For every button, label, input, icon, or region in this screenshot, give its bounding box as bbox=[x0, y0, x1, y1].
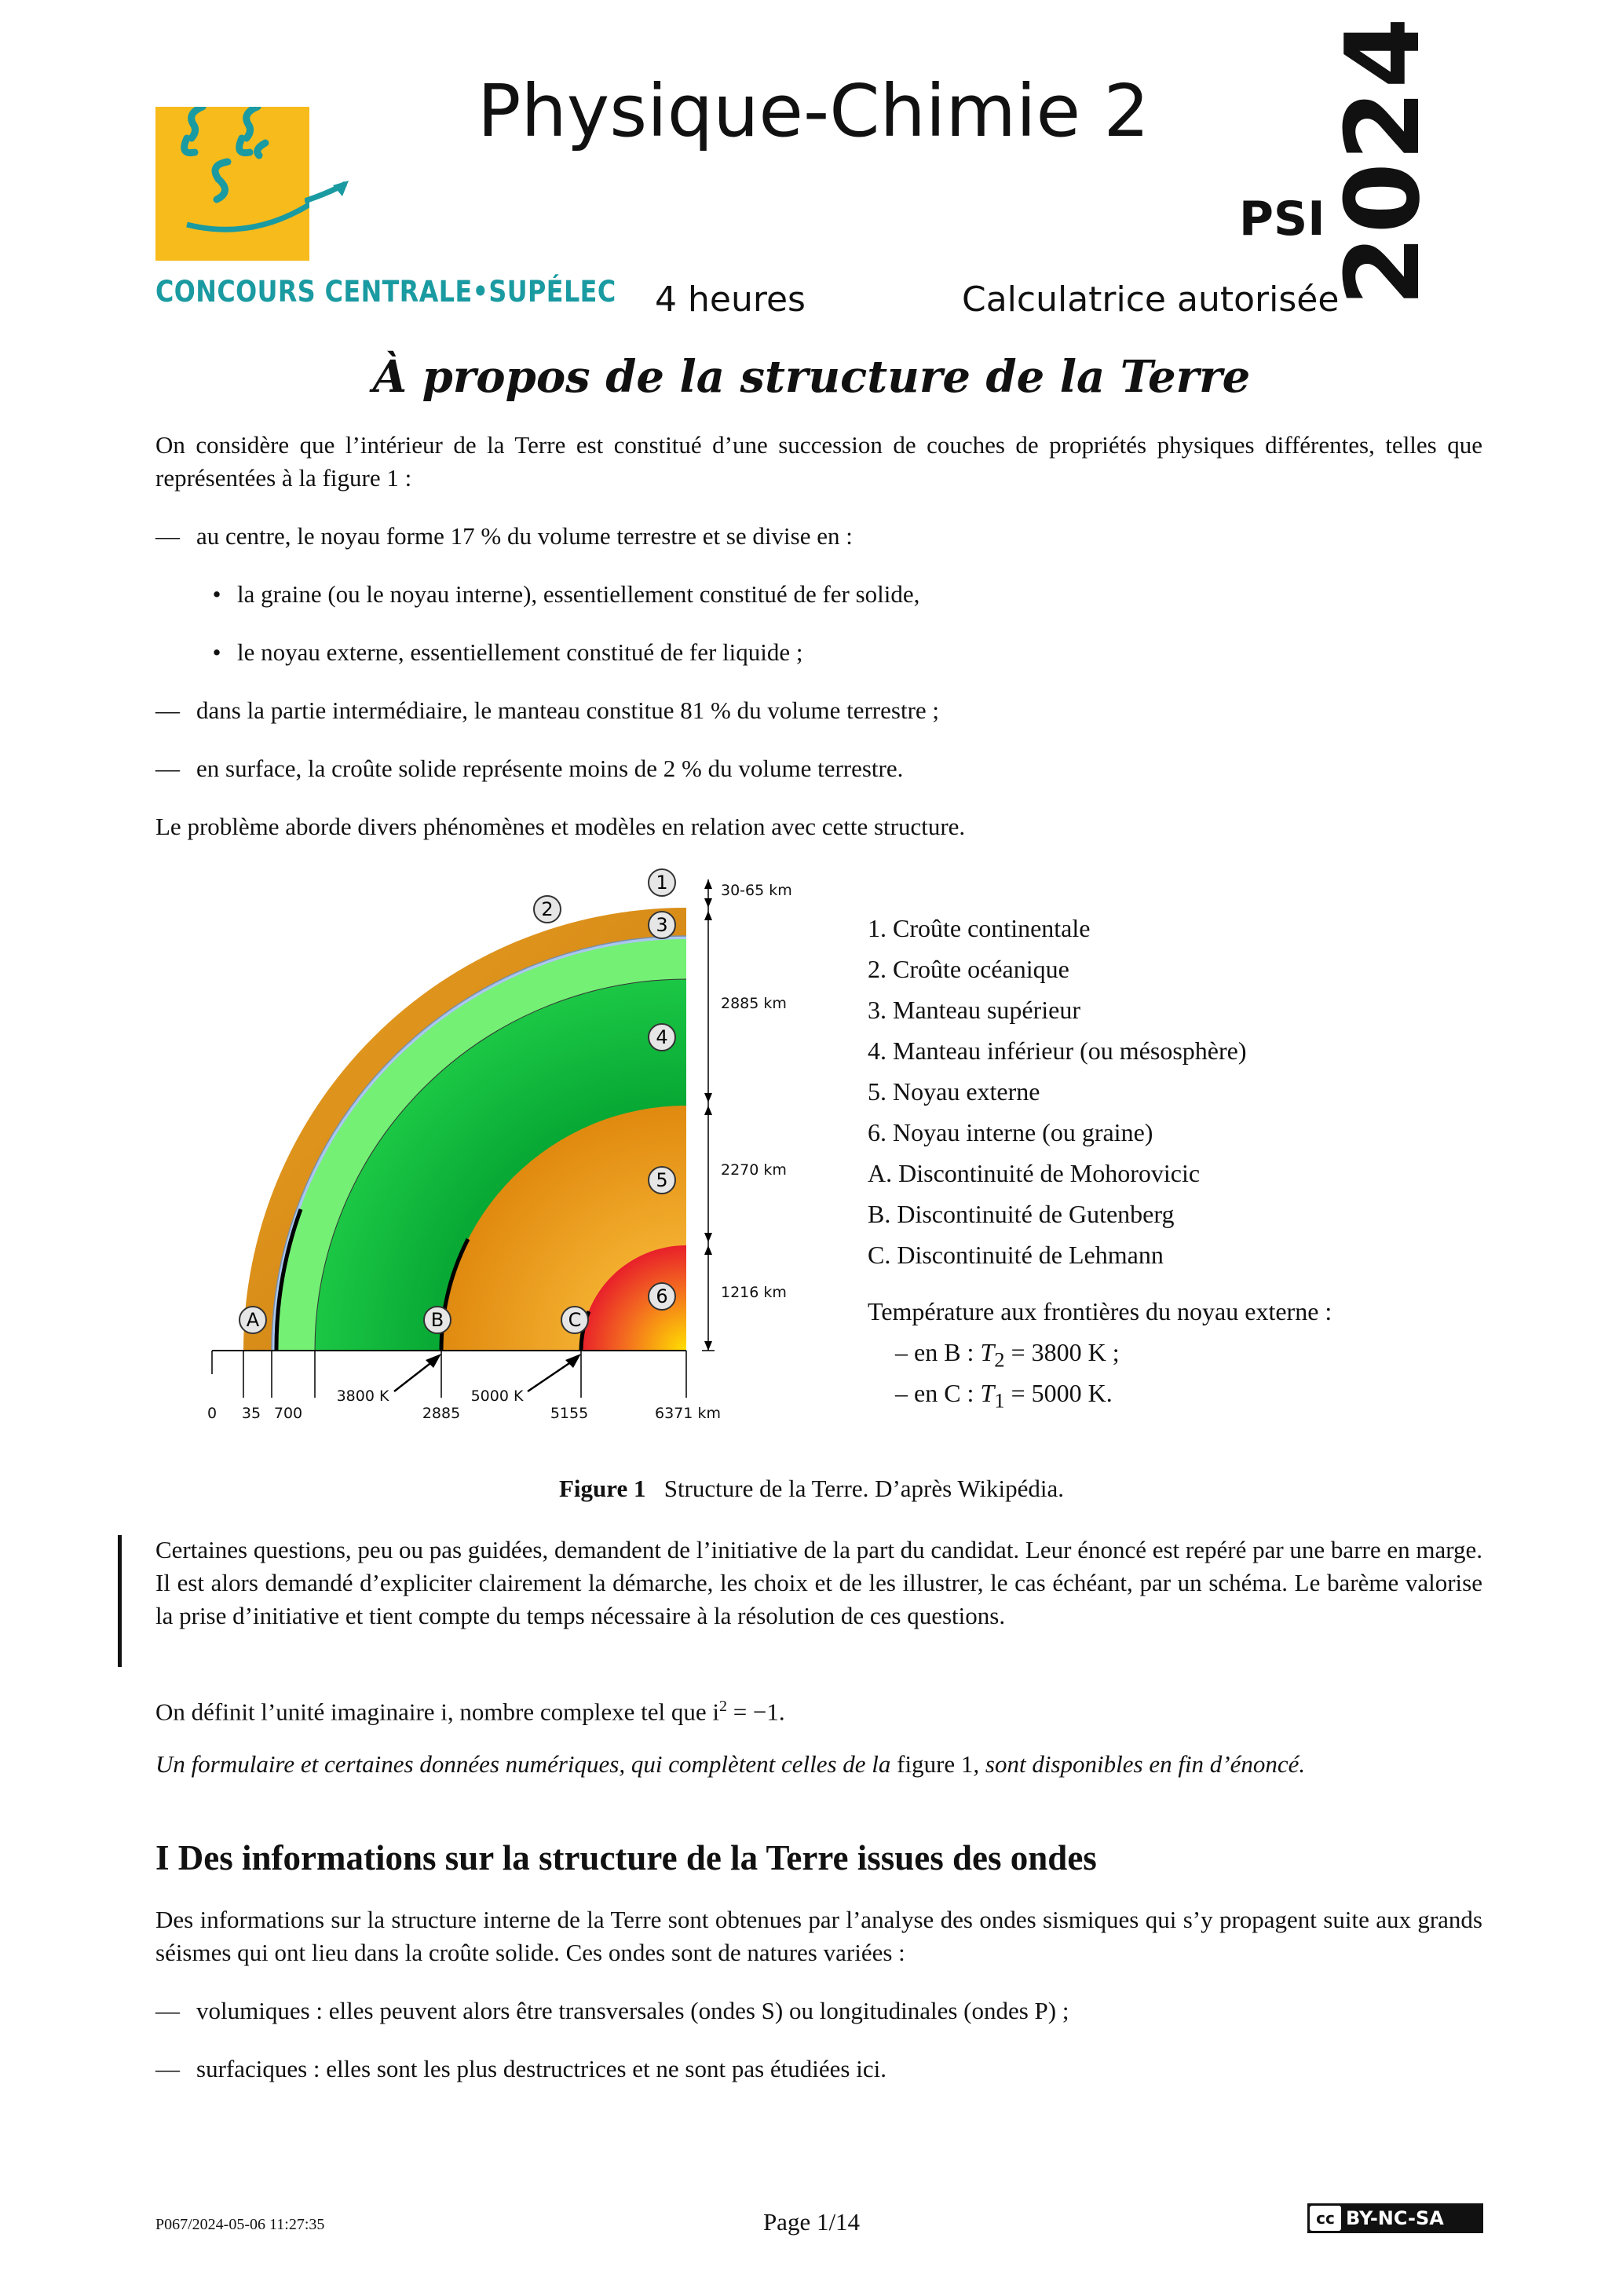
intro-paragraph: On considère que l’intérieur de la Terre est constitué d’une succession de couches de propriétés physiques différentes, telles que représentées à la figure 1 : bbox=[155, 431, 1482, 492]
logo-caption: CONCOURS CENTRALE•SUPÉLEC bbox=[155, 275, 616, 309]
bullet-marker: • bbox=[212, 638, 221, 666]
bullet-graine: • la graine (ou le noyau interne), essentiellement constitué de fer solide, bbox=[196, 578, 919, 611]
footer-code: P067/2024-05-06 11:27:35 bbox=[155, 2216, 325, 2233]
exam-year: 2024 bbox=[1323, 16, 1442, 306]
depth-tick-0: 0 bbox=[207, 1405, 217, 1422]
discontinuity-letter-b: B bbox=[430, 1309, 444, 1331]
calculator-note: Calculatrice autorisée bbox=[962, 280, 1340, 320]
thickness-inner-core: 1216 km bbox=[721, 1284, 787, 1301]
legend-item-1: 1. Croûte continentale bbox=[868, 914, 1091, 942]
section-1-title: I Des informations sur la structure de la Terre issues des ondes bbox=[155, 1838, 1097, 1877]
dash-marker: — bbox=[155, 696, 180, 724]
creative-commons-icon: cc bbox=[1310, 2206, 1341, 2231]
dash-marker: — bbox=[155, 522, 180, 550]
exam-duration: 4 heures bbox=[655, 280, 806, 320]
dash-marker: — bbox=[155, 2055, 180, 2082]
legend-item-6: 6. Noyau interne (ou graine) bbox=[868, 1118, 1153, 1146]
legend-item-c: C. Discontinuité de Lehmann bbox=[868, 1241, 1164, 1269]
temperature-c: – en C : $T_1 = 5000$ K. bbox=[895, 1379, 1113, 1413]
legend-item-3: 3. Manteau supérieur bbox=[868, 996, 1081, 1024]
legend-item-a: A. Discontinuité de Mohorovicic bbox=[868, 1159, 1201, 1187]
legend-item-2: 2. Croûte océanique bbox=[868, 955, 1069, 983]
list-item-surfaciques: — surfaciques : elles sont les plus destructrices et ne sont pas étudiées ici. bbox=[155, 2053, 886, 2086]
temperature-b: – en B : $T_2 = 3800$ K ; bbox=[895, 1338, 1120, 1372]
earth-structure-figure bbox=[188, 856, 817, 1437]
list-item-croute: — en surface, la croûte solide représente moins de 2 % du volume terrestre. bbox=[155, 752, 903, 785]
exam-track: PSI bbox=[1239, 192, 1325, 247]
legend-item-4: 4. Manteau inférieur (ou mésosphère) bbox=[868, 1036, 1247, 1065]
depth-tick-5155: 5155 bbox=[550, 1405, 589, 1422]
dash-marker: — bbox=[155, 1997, 180, 2024]
section-1-paragraph: Des informations sur la structure interne de la Terre sont obtenues par l’analyse des ondes sismiques qui s’y propagent suite aux grands séismes qui ont lieu dans la croûte solide. Ces ondes sont de natures variées : bbox=[155, 1906, 1482, 1966]
initiative-note: Certaines questions, peu ou pas guidées, demandent de l’initiative de la part du candidat. Leur énoncé est repéré par une barre en marge. Il est alors demandé d’expliciter clairement la démarche, les choix et de les illustrer, le cas échéant, par un schéma. Le barème valorise la prise d’initiative et tient compte du temps nécessaire à la résolution de ces questions. bbox=[155, 1536, 1482, 1629]
discontinuity-letter-c: C bbox=[568, 1309, 582, 1331]
layer-number-2: 2 bbox=[541, 898, 554, 920]
legend-item-5: 5. Noyau externe bbox=[868, 1077, 1040, 1106]
depth-tick-2885: 2885 bbox=[422, 1405, 461, 1422]
layer-number-6: 6 bbox=[656, 1285, 668, 1307]
problem-intro: Le problème aborde divers phénomènes et modèles en relation avec cette structure. bbox=[155, 813, 966, 840]
list-item-volumiques: — volumiques : elles peuvent alors être transversales (ondes S) ou longitudinales (ondes P) ; bbox=[155, 1994, 1069, 2027]
page-number: Page 1/14 bbox=[762, 2208, 861, 2236]
dash-marker: — bbox=[155, 755, 180, 782]
logo-arrow-icon bbox=[305, 177, 352, 217]
formulary-note: Un formulaire et certaines données numériques, qui complètent celles de la figure 1, sont disponibles en fin d’énoncé. bbox=[155, 1750, 1306, 1778]
layer-number-1: 1 bbox=[656, 872, 668, 894]
logo bbox=[155, 107, 309, 261]
depth-tick-6371: 6371 km bbox=[655, 1405, 721, 1422]
license-badge: cc BY-NC-SA bbox=[1307, 2203, 1483, 2233]
logo-mark-icon bbox=[155, 107, 309, 261]
figure-caption: Figure 1 Structure de la Terre. D’après Wikipédia. bbox=[558, 1475, 1065, 1502]
document-title: À propos de la structure de la Terre bbox=[372, 351, 1251, 403]
list-item-noyau: — au centre, le noyau forme 17 % du volume terrestre et se divise en : bbox=[155, 520, 853, 553]
legend-item-b: B. Discontinuité de Gutenberg bbox=[868, 1200, 1175, 1228]
temperature-title: Température aux frontières du noyau externe : bbox=[868, 1297, 1332, 1325]
temp-label-5000: 5000 K bbox=[470, 1387, 524, 1405]
initiative-margin-bar bbox=[118, 1535, 122, 1667]
layer-number-4: 4 bbox=[656, 1026, 668, 1048]
thickness-outer-core: 2270 km bbox=[721, 1161, 787, 1179]
list-item-manteau: — dans la partie intermédiaire, le manteau constitue 81 % du volume terrestre ; bbox=[155, 694, 939, 727]
layer-number-3: 3 bbox=[656, 914, 668, 936]
imaginary-unit-definition: On définit l’unité imaginaire i, nombre complexe tel que $i^2 = -1$. bbox=[155, 1698, 785, 1726]
thickness-mantle: 2885 km bbox=[721, 995, 787, 1012]
exam-title: Physique-Chimie 2 bbox=[477, 69, 1150, 153]
discontinuity-letter-a: A bbox=[246, 1309, 260, 1331]
thickness-crust: 30-65 km bbox=[721, 882, 792, 899]
bullet-marker: • bbox=[212, 580, 221, 608]
layer-number-5: 5 bbox=[656, 1169, 668, 1191]
temp-label-3800: 3800 K bbox=[336, 1387, 389, 1405]
depth-tick-700: 700 bbox=[273, 1405, 303, 1422]
bullet-noyau-externe: • le noyau externe, essentiellement constitué de fer liquide ; bbox=[196, 636, 803, 669]
depth-tick-35: 35 bbox=[241, 1405, 261, 1422]
